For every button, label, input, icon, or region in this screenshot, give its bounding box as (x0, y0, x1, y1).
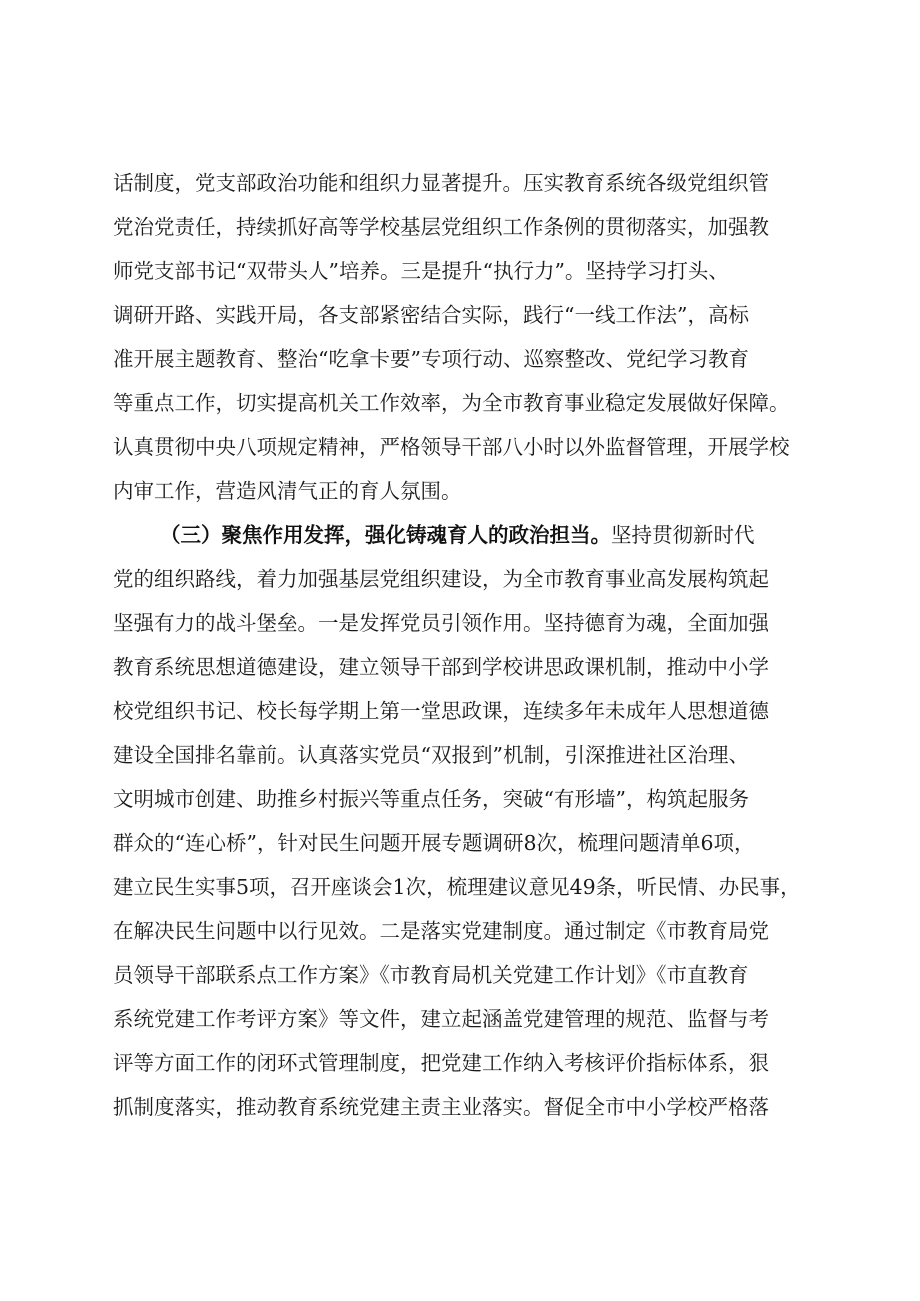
paragraph-line: 群众的“连心桥”，针对民生问题开展专题调研8次，梳理问题清单6项， (113, 831, 755, 855)
paragraph-line: 等重点工作，切实提高机关工作效率，为全市教育事业稳定发展做好保障。 (113, 391, 790, 415)
paragraph-line: 在解决民生问题中以行见效。二是落实党建制度。通过制定《市教育局党 (113, 919, 769, 943)
paragraph-line: 话制度，党支部政治功能和组织力显著提升。压实教育系统各级党组织管 (113, 171, 769, 195)
paragraph-line: 准开展主题教育、整治“吃拿卡要”专项行动、巡察整改、党纪学习教育 (113, 347, 749, 371)
paragraph-line: 教育系统思想道德建设，建立领导干部到学校讲思政课机制，推动中小学 (113, 655, 769, 679)
paragraph-line: 党治党责任，持续抓好高等学校基层党组织工作条例的贯彻落实，加强教 (113, 215, 769, 239)
paragraph-line: 文明城市创建、助推乡村振兴等重点任务，突破“有形墙”，构筑起服务 (113, 787, 749, 811)
paragraph-line: 校党组织书记、校长每学期上第一堂思政课，连续多年未成年人思想道德 (113, 699, 769, 723)
paragraph-line: 认真贯彻中央八项规定精神，严格领导干部八小时以外监督管理，开展学校 (113, 435, 790, 459)
paragraph-line: 师党支部书记“双带头人”培养。三是提升“执行力”。坚持学习打头、 (113, 259, 729, 283)
paragraph-line: 建设全国排名靠前。认真落实党员“双报到”机制，引深推进社区治理、 (113, 743, 749, 767)
section-heading-line (160, 520, 823, 550)
paragraph-line: 调研开路、实践开局，各支部紧密结合实际，践行“一线工作法”，高标 (113, 303, 749, 327)
section-first-line-text: 坚持贯彻新时代 (611, 523, 755, 547)
paragraph-line: 员领导干部联系点工作方案》《市教育局机关党建工作计划》《市直教育 (113, 963, 749, 987)
paragraph-line: 内审工作，营造风清气正的育人氛围。 (113, 479, 462, 503)
paragraph-line: 坚强有力的战斗堡垒。一是发挥党员引领作用。坚持德育为魂，全面加强 (113, 611, 769, 635)
section-heading: （三）聚焦作用发挥，强化铸魂育人的政治担当。 (160, 523, 611, 547)
paragraph-line: 评等方面工作的闭环式管理制度，把党建工作纳入考核评价指标体系，狠 (113, 1051, 769, 1075)
paragraph-line: 建立民生实事5项，召开座谈会1次，梳理建议意见49条，听民情、办民事， (113, 875, 801, 899)
paragraph-line: 抓制度落实，推动教育系统党建主责主业落实。督促全市中小学校严格落 (113, 1095, 769, 1119)
paragraph-line: 党的组织路线，着力加强基层党组织建设，为全市教育事业高发展构筑起 (113, 567, 769, 591)
paragraph-line: 系统党建工作考评方案》等文件，建立起涵盖党建管理的规范、监督与考 (113, 1007, 769, 1031)
